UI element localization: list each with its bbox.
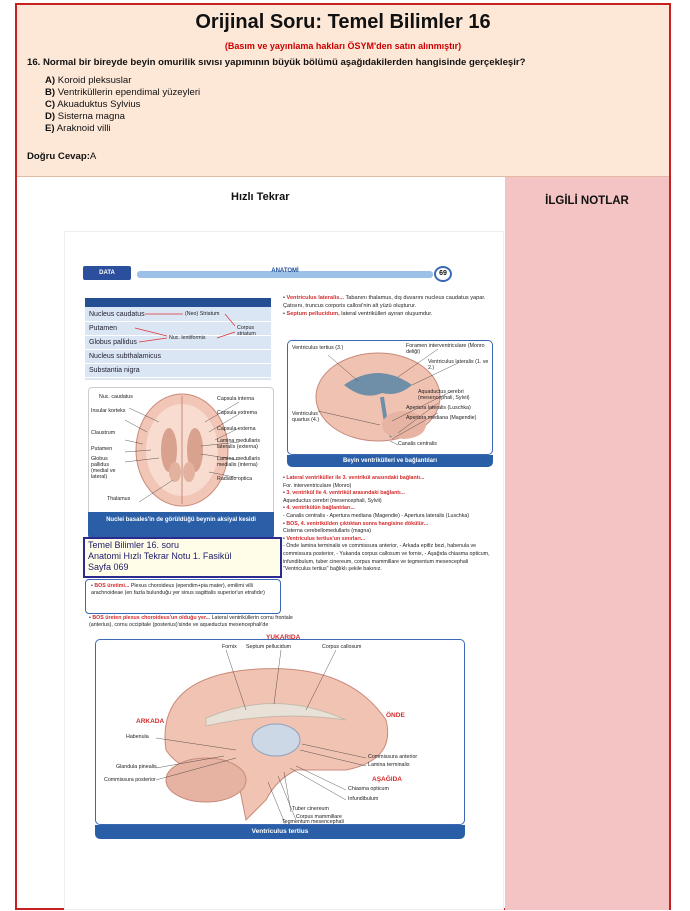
quick-review-title: Hızlı Tekrar xyxy=(231,191,290,203)
document-frame xyxy=(15,3,671,910)
sagittal-caption: Ventriculus tertius xyxy=(95,825,465,839)
nuclei-brackets xyxy=(85,298,271,380)
axial-label: Claustrum xyxy=(91,430,116,436)
axial-label: Nuc. caudatus xyxy=(99,394,133,400)
sagittal-brain-diagram xyxy=(95,634,465,825)
question-panel xyxy=(17,5,669,177)
question-text: 16. Normal bir bireyde beyin omurilik sıvısı yapımının büyük bölümü aşağıdakilerden hangisinde gerçekleşir? xyxy=(27,57,526,68)
ventricle-label: Apertura lateralis (Luschka) xyxy=(406,405,471,411)
source-notebook: Anatomi Hızlı Tekrar Notu 1. Fasikül xyxy=(88,551,232,561)
page-number: 69 xyxy=(434,266,452,282)
option-b: B) Ventriküllerin ependimal yüzeyleri xyxy=(45,87,201,98)
direction-up: YUKARIDA xyxy=(266,634,301,641)
bos-plexus-note: • BOS üreten plexus choroideus'un olduğu yer... Lateral ventriküllerin cornu frontale (anterius), cornu occipitale (posterius)'sinde ve aqueductus mesencephali'de xyxy=(89,615,293,628)
list-item: • Ventriculus tertius'un sınırları... - Önde lamina terminalis ve commissura anterior, - Arkada epifiz bezi, habenula ve commissura posterior, - Yukarıda corpus callosum ve fornix, - Aşağıda chiasma opticum, infundibulum, tuber cinereum, corpus mammillare ve tegmentum mesencephali xyxy=(283,535,490,565)
nuclei-row: Putamen xyxy=(85,322,271,336)
axial-label: Insular korteks xyxy=(91,408,126,414)
axial-label: Radiatio optica xyxy=(217,476,253,482)
sagittal-label: Habenula xyxy=(126,734,149,740)
sagittal-label: Fornix xyxy=(222,644,237,650)
axial-label: Globus pallidus (medial ve lateral) xyxy=(91,456,116,480)
ventricle-label: Foramen interventriculare (Monro deliği) xyxy=(406,343,485,355)
sagittal-label: Corpus callosum xyxy=(322,644,362,650)
ventricle-connections-list xyxy=(283,475,493,574)
axial-caption: Nuclei basales'in de görüldüğü beynin aksiyal kesidi xyxy=(88,512,274,540)
source-reference-box xyxy=(83,537,282,578)
nuclei-row: Nucleus subthalamicus xyxy=(85,350,271,364)
sagittal-label: Lamina terminalis xyxy=(368,762,410,768)
list-item: • BOS, 4. ventrikülden çıktıktan sonra hangisine dökülür... Cisterna cerebellomedullaris (magna) xyxy=(283,520,429,535)
question-title: Orijinal Soru: Temel Bilimler 16 xyxy=(195,11,491,33)
list-item: • Lateral ventriküller ile 3. ventrikül arasındaki bağlantı... For. interventriculare (Monro) xyxy=(283,475,425,489)
axial-label: Capsula interna xyxy=(217,396,255,402)
sagittal-label: Glandula pinealis xyxy=(116,764,157,770)
direction-front: ÖNDE xyxy=(386,712,405,719)
axial-label: Capsula extrema xyxy=(217,410,258,416)
striatum-label: (Neo) Striatum xyxy=(185,311,220,317)
option-e: E) Araknoid villi xyxy=(45,123,111,134)
direction-down: AŞAĞIDA xyxy=(372,776,402,783)
axial-label: Capsula externa xyxy=(217,426,256,432)
list-item: • 4. ventrikülün bağlantıları... - Canalis centralis - Apertura mediana (Magendie) - Apertura lateralis (Luschka) xyxy=(283,505,470,519)
source-page: Sayfa 069 xyxy=(88,562,129,572)
ventricle-label: Ventriculus lateralis (1. ve 2.) xyxy=(428,359,489,371)
sagittal-label: Infundibulum xyxy=(348,796,379,802)
related-notes-title: İLGİLİ NOTLAR xyxy=(545,195,629,207)
sagittal-label: Commissura posterior xyxy=(104,777,156,783)
axial-label: Thalamus xyxy=(107,496,131,502)
sagittal-label: Tuber cinereum xyxy=(292,806,329,812)
sagittal-label: Septum pellucidum xyxy=(246,644,292,650)
axial-label: Lamina medullaris medialis (interna) xyxy=(217,456,260,468)
ventricle-caption: Beyin ventrikülleri ve bağlantıları xyxy=(287,455,493,467)
option-a: A) Koroid pleksuslar xyxy=(45,75,132,86)
ventricle-label: Ventriculus quartus (4.) xyxy=(292,411,320,423)
source-question: Temel Bilimler 16. soru xyxy=(88,540,180,550)
axial-label: Putamen xyxy=(91,446,113,452)
nuclei-row: Substantia nigra xyxy=(85,364,271,378)
note-item: • Septum pellucidum, lateral ventrikülleri ayıran oluşumdur. xyxy=(283,311,433,317)
ventricle-label: Canalis centralis xyxy=(398,441,437,447)
sagittal-brain-drawing xyxy=(96,640,466,826)
nuclei-table xyxy=(85,298,271,380)
textbook-page-image xyxy=(64,231,504,910)
ventricle-diagram xyxy=(287,340,493,455)
sagittal-label: Commissura anterior xyxy=(368,754,418,760)
ventricle-label: Ventriculus tertius (3.) xyxy=(292,345,344,351)
lentiformis-label: Nuc. lentiformis xyxy=(169,335,206,341)
option-d: D) Sisterna magna xyxy=(45,111,125,122)
related-notes-panel xyxy=(505,177,669,910)
nuclei-row: Globus pallidus xyxy=(85,336,271,350)
ventricle-label: Aquaductus cerebri (mesencephali, Sylvii) xyxy=(418,389,470,401)
note-item: • Ventriculus lateralis... Tabanını thalamus, dış duvarını nucleus caudatus yapar. Çatısını, truncus corporis callosi'nin alt yüzü oluşturur. xyxy=(283,295,486,309)
list-item: "Ventriculus tertius" bağlıklı şekile bakınız. xyxy=(283,566,382,573)
corpus-striatum-label: Corpus striatum xyxy=(237,325,256,337)
option-c: C) Akuaduktus Sylvius xyxy=(45,99,141,110)
options-list xyxy=(45,75,200,135)
axial-label: Lamina medullaris lateralis (externa) xyxy=(217,438,260,450)
direction-back: ARKADA xyxy=(136,718,165,725)
ventricle-label: Apertura mediana (Magendie) xyxy=(406,415,477,421)
bos-production-box: • BOS üretimi... Plexus choroideus (ependim+pia mater), emilimi villi arachnoideae (en fazla bulunduğu yer sinus sagittalis superior'un etrafıdır) xyxy=(85,579,281,614)
publisher-logo: DATA xyxy=(83,266,131,280)
list-item: • 3. ventrikül ile 4. ventrikül arasındaki bağlantı... Aqueductus cerebri (mesencephali, Sylvii) xyxy=(283,490,405,504)
correct-answer: Doğru Cevap:A xyxy=(27,151,97,162)
sagittal-label: Chiasma opticum xyxy=(348,786,389,792)
page-header xyxy=(83,266,451,283)
sagittal-label: Corpus mammillare xyxy=(296,814,342,820)
page-topic: ANATOMİ xyxy=(271,268,299,274)
nuclei-row: Nucleus caudatus xyxy=(85,308,271,322)
sagittal-label: Tegmentum mesencephali xyxy=(282,819,344,825)
copyright-note: (Basım ve yayınlama hakları ÖSYM'den satın alınmıştır) xyxy=(224,41,462,51)
ventricle-notes xyxy=(283,294,489,318)
